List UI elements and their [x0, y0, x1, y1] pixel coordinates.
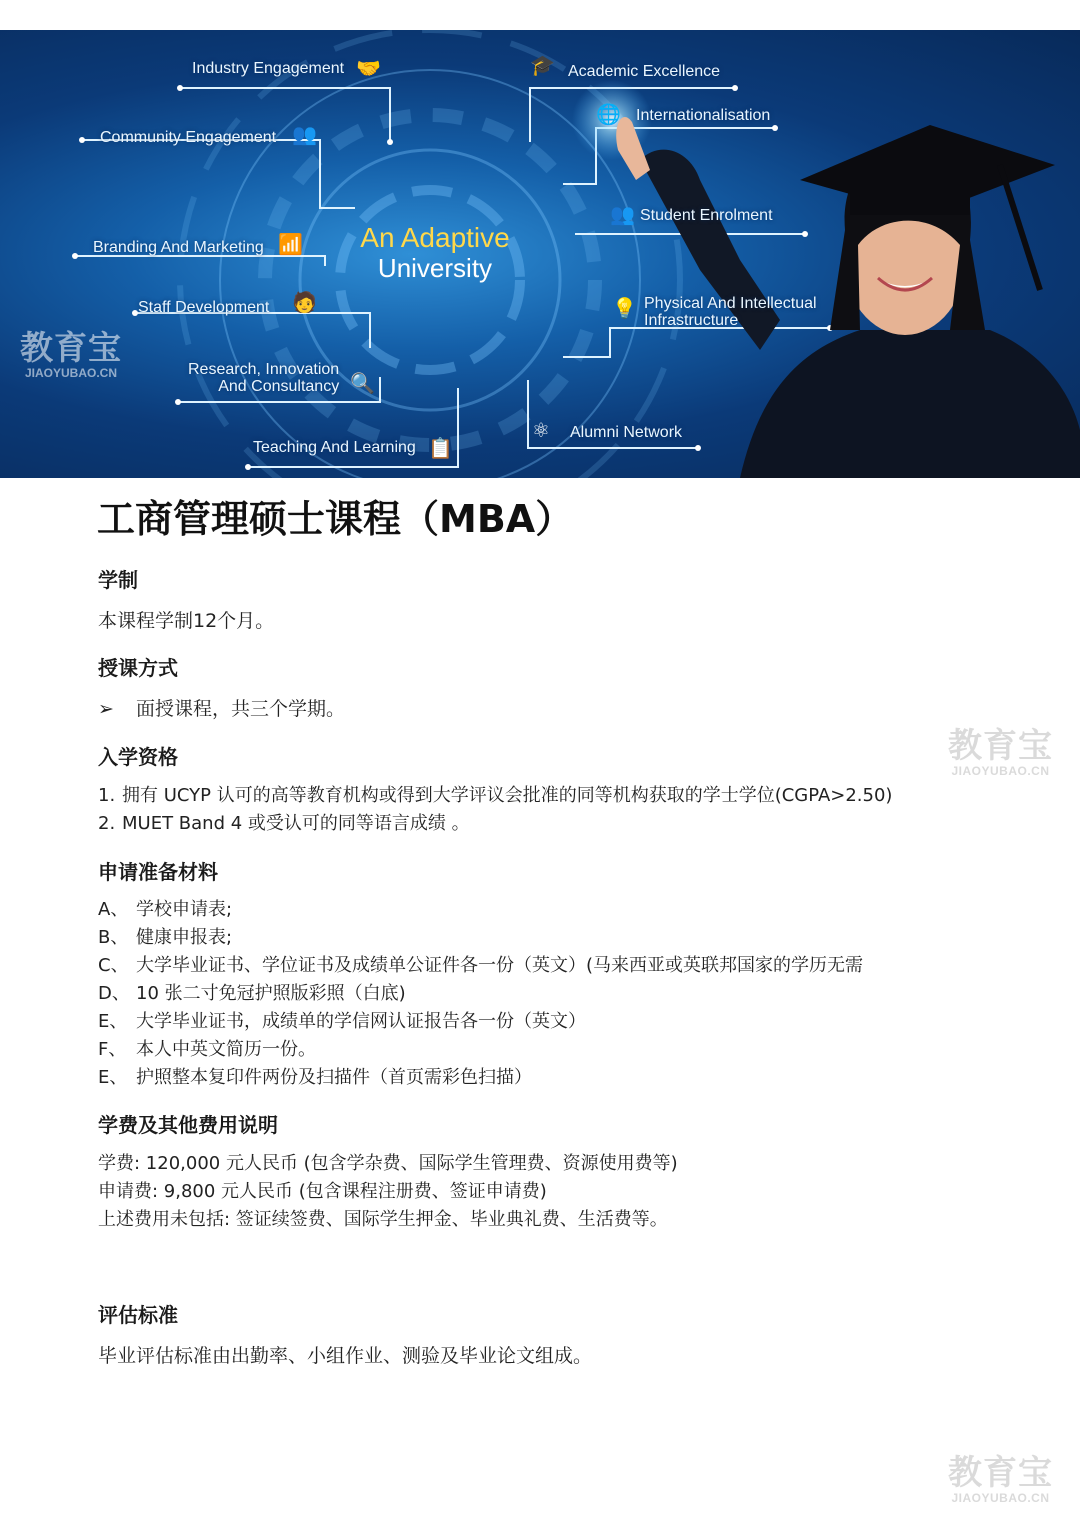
- list-marker: E、: [98, 1011, 128, 1032]
- entry-requirements-list: [98, 782, 892, 838]
- banner-label-physical-line2: Infrastructure: [644, 312, 739, 329]
- banner-label-international: Internationalisation: [636, 107, 771, 124]
- list-item: [98, 896, 863, 924]
- page-watermark: [948, 728, 1053, 778]
- bar-chart-icon: 📶: [278, 232, 303, 256]
- graduation-cap-icon: 🎓: [530, 53, 555, 77]
- list-item-text: 大学毕业证书，成绩单的学信网认证报告各一份（英文）: [136, 1011, 586, 1032]
- list-item-text: 学校申请表;: [136, 899, 233, 920]
- teaching-mode-text: 面授课程，共三个学期。: [136, 698, 346, 720]
- heading-entry-requirements: 入学资格: [98, 745, 178, 769]
- heading-application-materials: 申请准备材料: [98, 860, 218, 884]
- banner-watermark-en: JIAOYUBAO.CN: [24, 366, 117, 380]
- list-marker: A、: [98, 899, 129, 920]
- heading-assessment: 评估标准: [98, 1303, 178, 1327]
- list-item: [98, 924, 863, 952]
- list-item: [98, 782, 892, 810]
- list-item-text: 护照整本复印件两份及扫描件（首页需彩色扫描）: [136, 1067, 532, 1088]
- assessment-text: 毕业评估标准由出勤率、小组作业、测验及毕业论文组成。: [98, 1345, 593, 1367]
- magnifier-icon: 🔍: [350, 371, 375, 395]
- list-item: [98, 1008, 863, 1036]
- heading-teaching-mode: 授课方式: [98, 656, 178, 680]
- handshake-icon: 🤝: [356, 56, 381, 80]
- list-item-text: 10 张二寸免冠护照版彩照（白底): [136, 983, 406, 1004]
- network-icon: ⚛: [532, 418, 550, 442]
- list-item-text: MUET Band 4 或受认可的同等语言成绩 。: [122, 813, 470, 834]
- list-item-text: 拥有 UCYP 认可的高等教育机构或得到大学评议会批准的同等机构获取的学士学位(CGPA>2.50): [122, 785, 893, 806]
- application-materials-list: [98, 896, 863, 1092]
- banner-label-physical: [644, 295, 817, 329]
- hero-banner: [0, 30, 1080, 478]
- list-item: [98, 980, 863, 1008]
- bullet-arrow-icon: ➢: [98, 698, 114, 720]
- page-watermark-bottom: [948, 1455, 1053, 1505]
- banner-label-academic: Academic Excellence: [568, 63, 721, 80]
- fee-line: 申请费: 9,800 元人民币 (包含课程注册费、签证申请费): [98, 1181, 547, 1202]
- banner-label-staff: Staff Development: [138, 299, 270, 316]
- list-item: [98, 1036, 863, 1064]
- banner-title-line1: An Adaptive: [360, 222, 510, 253]
- list-item-text: 本人中英文简历一份。: [136, 1039, 316, 1060]
- list-item: [98, 1064, 863, 1092]
- banner-watermark: [20, 330, 122, 380]
- list-item-text: 大学毕业证书、学位证书及成绩单公证件各一份（英文）(马来西亚或英联邦国家的学历无需: [136, 955, 864, 976]
- banner-label-alumni: Alumni Network: [570, 424, 683, 441]
- watermark-cn: 教育宝: [948, 727, 1053, 765]
- fee-line: 学费: 120,000 元人民币 (包含学杂费、国际学生管理费、资源使用费等): [98, 1153, 678, 1174]
- banner-watermark-cn: 教育宝: [20, 329, 122, 366]
- banner-label-physical-line1: Physical And Intellectual: [644, 295, 817, 312]
- page-title: 工商管理硕士课程（MBA）: [97, 497, 574, 541]
- list-marker: C、: [98, 955, 129, 976]
- globe-icon: 🌐: [596, 102, 621, 126]
- teaching-mode-item: [98, 694, 345, 721]
- banner-label-research-line2: And Consultancy: [218, 378, 340, 395]
- banner-center-title: [330, 222, 540, 284]
- people-group-icon: 👥: [292, 122, 317, 146]
- banner-title-line2: University: [377, 253, 493, 283]
- heading-duration: 学制: [98, 568, 138, 592]
- banner-label-community: Community Engagement: [100, 129, 277, 146]
- watermark-cn: 教育宝: [948, 1454, 1053, 1492]
- list-item-text: 健康申报表;: [136, 927, 233, 948]
- banner-label-enrolment: Student Enrolment: [640, 207, 773, 224]
- list-marker: D、: [98, 983, 130, 1004]
- watermark-en: JIAOYUBAO.CN: [951, 764, 1050, 778]
- banner-label-research-line1: Research, Innovation: [188, 361, 340, 378]
- list-marker: E、: [98, 1067, 128, 1088]
- banner-label-teaching: Teaching And Learning: [253, 439, 416, 456]
- list-marker: 2.: [98, 813, 116, 834]
- watermark-en: JIAOYUBAO.CN: [951, 1491, 1050, 1505]
- heading-fees: 学费及其他费用说明: [98, 1113, 278, 1137]
- presentation-board-icon: 📋: [428, 436, 453, 460]
- fees-list: [98, 1150, 678, 1234]
- list-marker: 1.: [98, 785, 116, 806]
- duration-text: 本课程学制12个月。: [98, 610, 275, 632]
- fee-line: 上述费用未包括: 签证续签费、国际学生押金、毕业典礼费、生活费等。: [98, 1209, 668, 1230]
- lightbulb-icon: 💡: [612, 296, 637, 320]
- list-marker: F、: [98, 1039, 127, 1060]
- list-marker: B、: [98, 927, 129, 948]
- list-item: [98, 810, 892, 838]
- list-item: [98, 952, 863, 980]
- banner-label-research: [188, 361, 339, 395]
- banner-label-industry: Industry Engagement: [192, 60, 345, 77]
- banner-label-branding: Branding And Marketing: [93, 239, 264, 256]
- students-icon: 👥: [610, 202, 635, 226]
- person-presenting-icon: 🧑: [292, 290, 317, 314]
